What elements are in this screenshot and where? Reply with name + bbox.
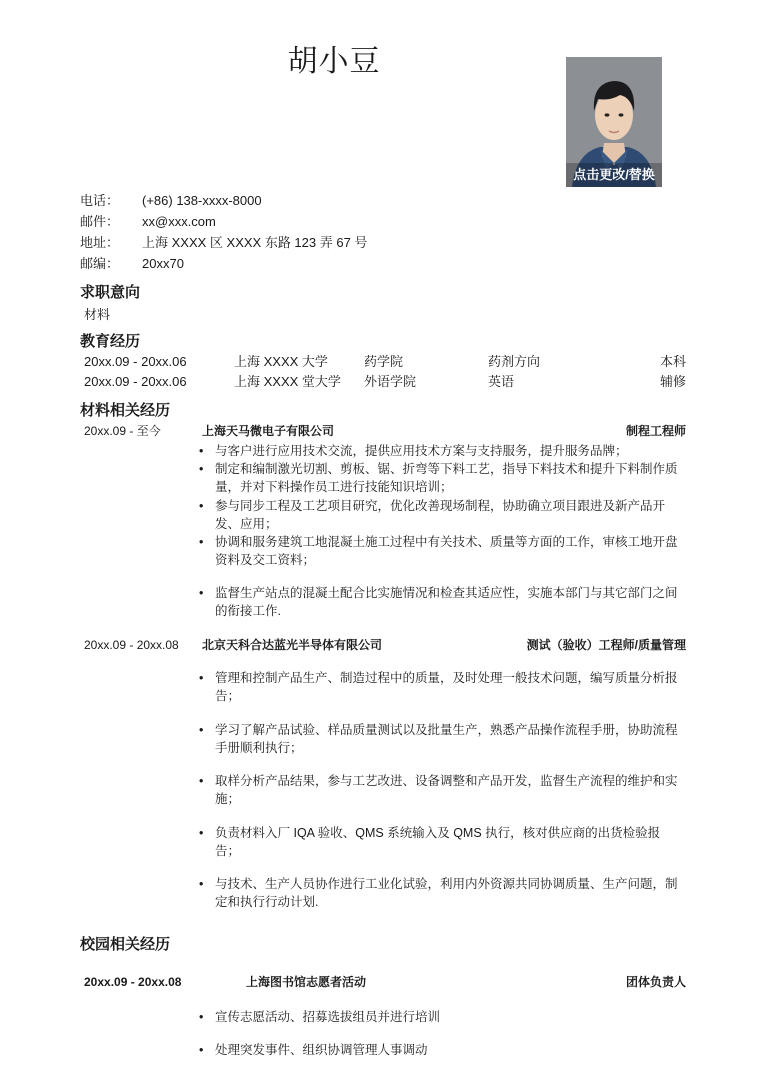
bullet-dot-icon: • [199,444,204,458]
edu-date: 20xx.09 - 20xx.06 [84,374,187,389]
job-bullet: • 制定和编制激光切割、剪板、锯、折弯等下料工艺，指导下料技术和提升下料制作质量，并对下料操作员工进行技能知识培训； [199,462,678,494]
bullet-dot-icon: • [199,462,204,476]
postcode-label: 邮编： [80,256,120,271]
education-title: 教育经历 [80,333,141,350]
job-bullet: • 取样分析产品结果，参与工艺改进、设备调整和产品开发，监督生产流程的维护和实施； [199,774,678,806]
address-label: 地址： [80,235,120,250]
email-label: 邮件： [80,214,120,229]
job-bullet: • 负责材料入厂 IQA 验收、QMS 系统输入及 QMS 执行，核对供应商的出货检验报告； [199,826,661,858]
campus-bullet: • 宣传志愿活动、招募选拔组员并进行培训 [199,1010,441,1024]
campus-header [84,972,686,992]
resume-name: 胡小豆 [287,45,381,78]
bullet-dot-icon: • [199,1010,204,1024]
edu-college: 药学院 [364,354,404,369]
campus-title: 校园相关经历 [80,936,171,953]
edu-school: 上海 XXXX 堂大学 [234,374,341,389]
job-company: 北京天科合达蓝光半导体有限公司 [202,638,383,652]
photo-change-caption[interactable]: 点击更改/替换 [566,163,662,187]
bullet-dot-icon: • [199,586,204,600]
education-row [84,372,686,391]
job-date: 20xx.09 - 至今 [84,424,161,438]
job-header [84,635,686,655]
job-date: 20xx.09 - 20xx.08 [84,638,179,652]
edu-date: 20xx.09 - 20xx.06 [84,354,187,369]
bullet-dot-icon: • [199,499,204,513]
bullet-dot-icon: • [199,671,204,685]
profile-photo[interactable] [566,57,662,187]
job-bullet: • 学习了解产品试验、样品质量测试以及批量生产，熟悉产品操作流程手册，协助流程手册顺利执行； [199,723,678,755]
contact-email [80,212,216,232]
job-bullet: • 管理和控制产品生产、制造过程中的质量，及时处理一般技术问题，编写质量分析报告； [199,671,678,703]
edu-degree: 辅修 [659,374,686,389]
campus-role: 团体负责人 [625,975,686,989]
campus-date: 20xx.09 - 20xx.08 [84,975,182,989]
postcode-value: 20xx70 [142,256,184,271]
phone-label: 电话： [80,193,120,208]
education-row [84,352,686,371]
job-bullet: • 与客户进行应用技术交流，提供应用技术方案与支持服务，提升服务品牌； [199,444,628,458]
bullet-dot-icon: • [199,723,204,737]
job-role: 制程工程师 [625,424,686,438]
job-header [84,421,686,441]
address-value: 上海 XXXX 区 XXXX 东路 123 弄 67 号 [142,235,368,250]
campus-org: 上海图书馆志愿者活动 [246,975,367,989]
phone-value: (+86) 138-xxxx-8000 [142,193,262,208]
contact-postcode [80,254,184,274]
edu-major: 英语 [488,374,515,389]
edu-major: 药剂方向 [488,354,541,369]
email-value: xx@xxx.com [142,214,216,229]
job-bullet: • 监督生产站点的混凝土配合比实施情况和检查其适应性，实施本部门与其它部门之间的衔接工作. [199,586,678,618]
edu-school: 上海 XXXX 大学 [234,354,328,369]
bullet-dot-icon: • [199,535,204,549]
job-role: 测试（验收）工程师/质量管理 [526,638,686,652]
bullet-dot-icon: • [199,877,204,891]
job-bullet: • 参与同步工程及工艺项目研究，优化改善现场制程，协助确立项目跟进及新产品开发、应用； [199,499,666,531]
job-company: 上海天马微电子有限公司 [202,424,335,438]
contact-address [80,233,367,253]
job-bullet: • 与技术、生产人员协作进行工业化试验，利用内外资源共同协调质量、生产问题，制定和执行行动计划. [199,877,678,909]
campus-bullet: • 处理突发事件、组织协调管理人事调动 [199,1043,428,1057]
edu-college: 外语学院 [364,374,417,389]
work-title: 材料相关经历 [80,402,171,419]
objective-value: 材料 [84,307,111,322]
bullet-dot-icon: • [199,774,204,788]
contact-phone [80,191,262,211]
job-bullet: • 协调和服务建筑工地混凝土施工过程中有关技术、质量等方面的工作，审核工地开盘资料及交工资料； [199,535,678,567]
edu-degree: 本科 [659,354,686,369]
bullet-dot-icon: • [199,1043,204,1057]
bullet-dot-icon: • [199,826,204,840]
objective-title: 求职意向 [80,284,141,301]
